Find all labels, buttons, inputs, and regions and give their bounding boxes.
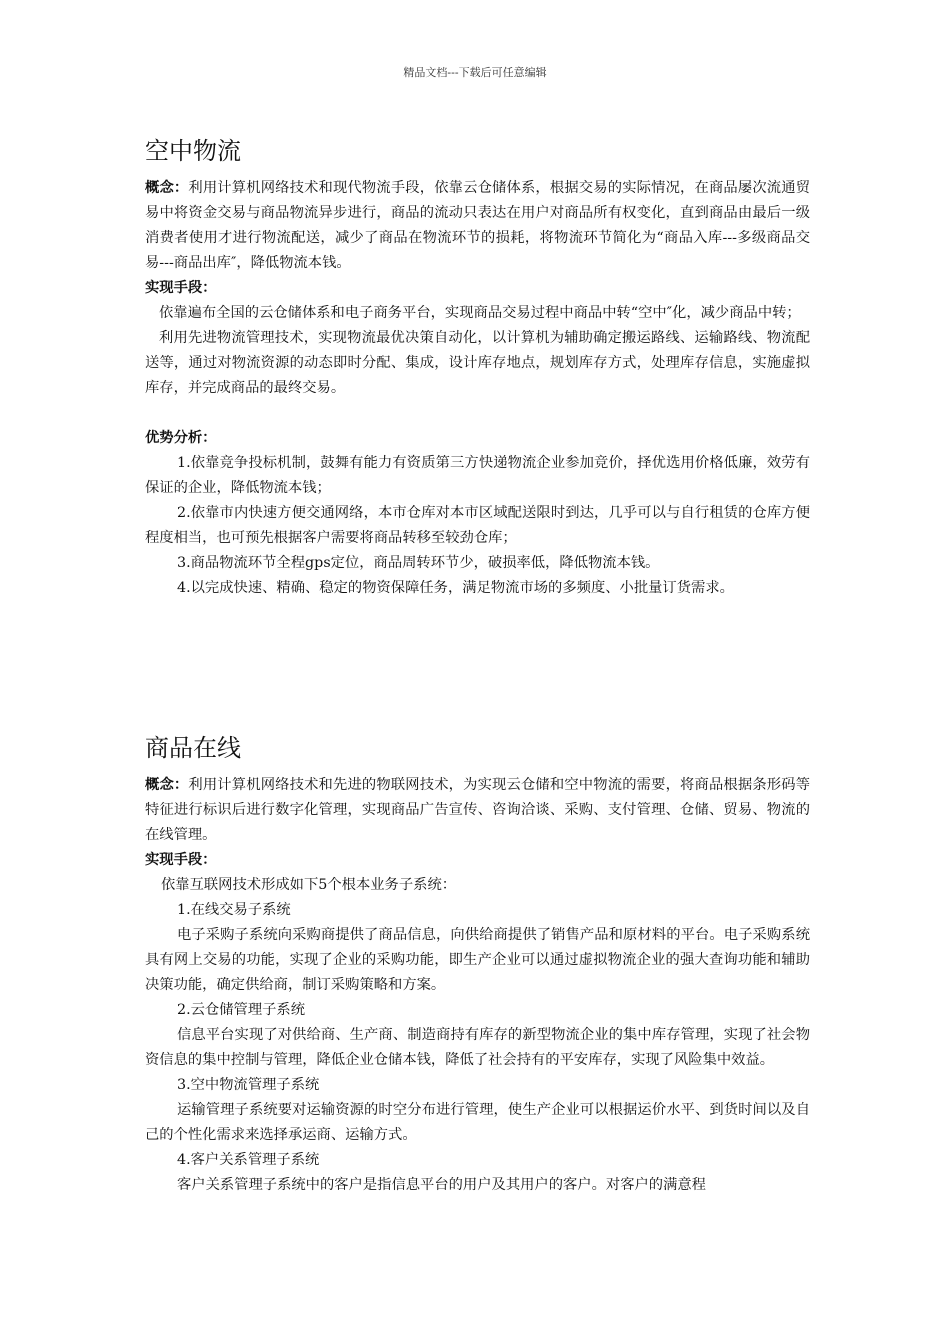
subsystem-title: 3.空中物流管理子系统 — [177, 1077, 320, 1093]
method-intro: 依靠互联网技术形成如下5个根本业务子系统： — [161, 877, 457, 893]
section-air-logistics — [145, 134, 810, 601]
page-header: 精品文档---下载后可任意编辑 — [403, 66, 547, 79]
subsystem-title: 2.云仓储管理子系统 — [177, 1002, 306, 1018]
concept-paragraph — [145, 176, 810, 276]
subsystem-text: 信息平台实现了对供给商、生产商、制造商持有库存的新型物流企业的集中库存管理，实现了社会物资信息的集中控制与管理，降低企业仓储本钱，降低了社会持有的平安库存，实现了风险集中效益。 — [145, 1027, 810, 1068]
concept-text: 利用计算机网络技术和现代物流手段，依靠云仓储体系，根据交易的实际情况，在商品屡次流通贸易中将资金交易与商品物流异步进行，商品的流动只表达在用户对商品所有权变化，直到商品由最后一级消费者使用才进行物流配送，减少了商品在物流环节的损耗，将物流环节简化为“商品入库---多级商品交易---商品出库″，降低物流本钱。 — [145, 180, 811, 271]
advantage-item: 2.依靠市内快速方便交通网络，本市仓库对本市区域配送限时到达，几乎可以与自行租赁的仓库方便程度相当，也可预先根据客户需要将商品转移至较劲仓库； — [145, 505, 810, 546]
section-title: 空中物流 — [145, 137, 241, 165]
advantage-item: 4.以完成快速、精确、稳定的物资保障任务，满足物流市场的多频度、小批量订货需求。 — [177, 580, 734, 596]
section-products-online — [145, 731, 810, 1198]
method-label: 实现手段： — [145, 280, 217, 296]
subsystem-title: 1.在线交易子系统 — [177, 902, 291, 918]
concept-label: 概念： — [145, 180, 189, 196]
subsystem-text: 电子采购子系统向采购商提供了商品信息，向供给商提供了销售产品和原材料的平台。电子采购系统具有网上交易的功能，实现了企业的采购功能，即生产企业可以通过虚拟物流企业的强大查询功能和辅助决策功能，确定供给商，制订采购策略和方案。 — [145, 927, 810, 993]
method-paragraph: 利用先进物流管理技术，实现物流最优决策自动化，以计算机为辅助确定搬运路线、运输路线、物流配送等，通过对物流资源的动态即时分配、集成，设计库存地点，规划库存方式，处理库存信息，实施虚拟库存，并完成商品的最终交易。 — [145, 330, 810, 396]
advantage-item: 3.商品物流环节全程gps定位，商品周转环节少，破损率低，降低物流本钱。 — [177, 555, 660, 571]
concept-text: 利用计算机网络技术和先进的物联网技术，为实现云仓储和空中物流的需要，将商品根据条形码等特征进行标识后进行数字化管理，实现商品广告宣传、咨询洽谈、采购、支付管理、仓储、贸易、物流的在线管理。 — [145, 777, 811, 843]
concept-label: 概念： — [145, 777, 189, 793]
subsystem-text: 运输管理子系统要对运输资源的时空分布进行管理，使生产企业可以根据运价水平、到货时间以及自己的个性化需求来选择承运商、运输方式。 — [145, 1102, 810, 1143]
method-paragraph: 依靠遍布全国的云仓储体系和电子商务平台，实现商品交易过程中商品中转“空中″化，减少商品中转； — [159, 305, 801, 321]
concept-paragraph — [145, 773, 810, 848]
section-title: 商品在线 — [145, 734, 241, 762]
advantage-label: 优势分析： — [145, 430, 217, 446]
subsystem-title: 4.客户关系管理子系统 — [177, 1152, 320, 1168]
advantage-item: 1.依靠竞争投标机制，鼓舞有能力有资质第三方快递物流企业参加竞价，择优选用价格低廉，效劳有保证的企业，降低物流本钱； — [145, 455, 810, 496]
subsystem-text: 客户关系管理子系统中的客户是指信息平台的用户及其用户的客户。对客户的满意程 — [177, 1177, 706, 1193]
method-label: 实现手段： — [145, 852, 217, 868]
